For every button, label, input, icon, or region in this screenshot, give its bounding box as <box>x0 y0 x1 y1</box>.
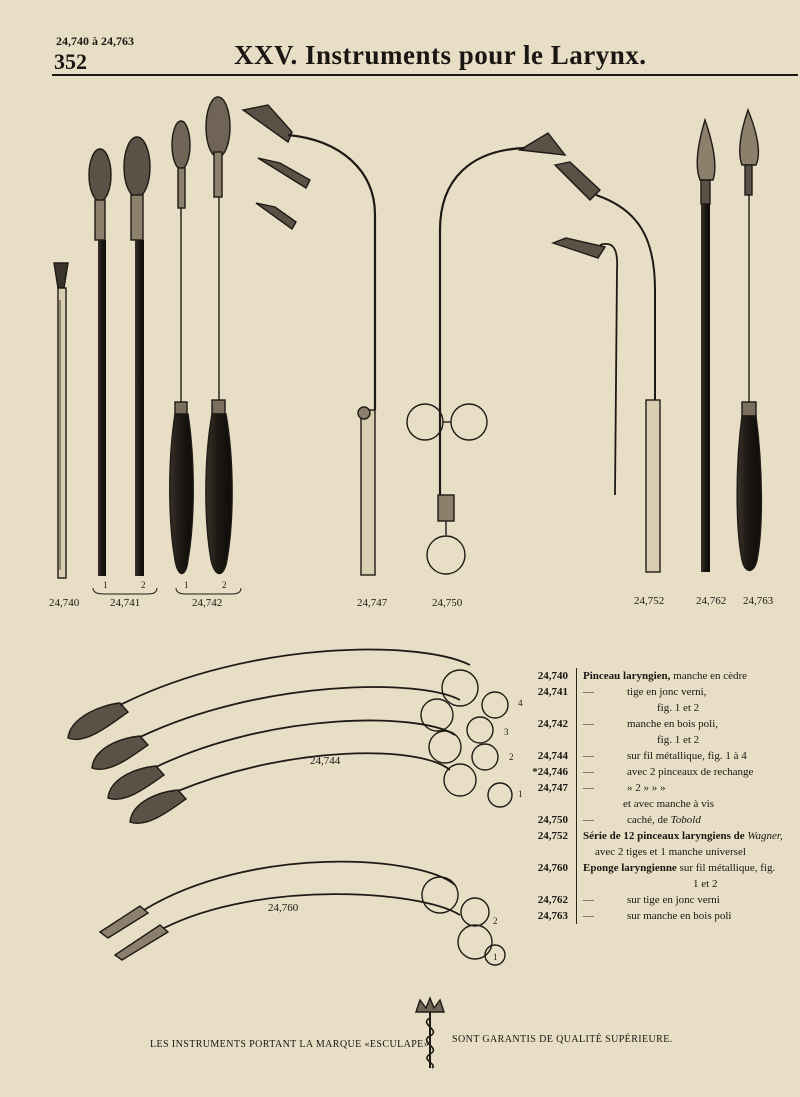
page-number: 352 <box>54 49 87 74</box>
ditto-dash: — <box>583 782 594 794</box>
ditto-dash: — <box>583 686 594 698</box>
item-description: sur fil métallique, fig. <box>679 862 776 874</box>
item-description: avec 2 pinceaux de rechange <box>627 766 754 778</box>
label-24762: 24,762 <box>696 595 727 607</box>
item-description: tige en jonc verni, <box>627 686 707 698</box>
catalog-row <box>520 764 788 780</box>
item-code: 24,750 <box>537 814 568 826</box>
item-name: Pinceau laryngien, <box>583 670 671 682</box>
catalog-row <box>520 828 788 860</box>
author-name: Tobold <box>670 814 701 826</box>
label-24741: 24,741 <box>110 597 141 609</box>
item-description-cont: fig. 1 et 2 <box>657 702 700 714</box>
catalog-row <box>520 684 788 716</box>
item-code: 24,741 <box>537 686 568 698</box>
label-24742: 24,742 <box>192 597 223 609</box>
fig-number: 2 <box>141 580 146 590</box>
label-24750: 24,750 <box>432 597 463 609</box>
author-name: Wagner, <box>747 830 783 842</box>
item-code: 24,760 <box>537 862 568 874</box>
item-description-cont: avec 2 tiges et 1 manche universel <box>595 846 746 858</box>
label-24747: 24,747 <box>357 597 388 609</box>
ditto-dash: — <box>583 750 594 762</box>
item-description-cont: et avec manche à vis <box>623 798 715 810</box>
sponge-24763-illustration <box>737 110 761 571</box>
brush-24747-illustration <box>243 105 375 575</box>
footer-left-text: LES INSTRUMENTS PORTANT LA MARQUE «ESCULAPE» <box>150 1039 430 1050</box>
label-24740: 24,740 <box>49 597 80 609</box>
fig-number: 2 <box>509 752 514 762</box>
fig-number: 2 <box>493 916 498 926</box>
item-name: Eponge laryngienne <box>583 862 677 874</box>
item-name: Série de 12 pinceaux laryngiens de <box>583 830 745 842</box>
item-description: sur fil métallique, fig. 1 à 4 <box>627 750 747 762</box>
catalog-row <box>520 716 788 748</box>
esculape-trademark-icon <box>416 998 444 1068</box>
ditto-dash: — <box>583 894 594 906</box>
item-code: 24,744 <box>537 750 568 762</box>
brush-24752-illustration <box>553 162 660 572</box>
item-code: 24,762 <box>537 894 568 906</box>
item-code: *24,746 <box>532 766 568 778</box>
item-code: 24,763 <box>537 910 568 922</box>
item-description-cont: fig. 1 et 2 <box>657 734 700 746</box>
item-description: sur tige en jonc verni <box>627 894 720 906</box>
fig-number: 2 <box>222 580 227 590</box>
label-24760: 24,760 <box>268 902 299 914</box>
fig-number: 4 <box>518 698 523 708</box>
brush-24741-illustration <box>89 137 150 576</box>
fig-number: 1 <box>518 789 523 799</box>
catalog-row <box>520 860 788 892</box>
catalog-row <box>520 892 788 908</box>
item-code: 24,747 <box>537 782 568 794</box>
sponge-24760-illustration <box>100 862 505 965</box>
label-24763: 24,763 <box>743 595 774 607</box>
sponge-24762-illustration <box>697 120 715 572</box>
label-24744: 24,744 <box>310 755 341 767</box>
fig-number: 1 <box>103 580 108 590</box>
item-code: 24,752 <box>537 830 568 842</box>
catalog-table <box>520 668 788 924</box>
catalog-row <box>520 908 788 924</box>
fig-number: 3 <box>504 727 509 737</box>
item-description: manche en bois poli, <box>627 718 719 730</box>
catalog-row <box>520 748 788 764</box>
brush-24740-illustration <box>54 263 68 578</box>
ditto-dash: — <box>583 910 594 922</box>
item-range: 24,740 à 24,763 <box>56 34 134 48</box>
item-description: » 2 » » » <box>627 782 666 794</box>
catalog-row <box>520 780 788 812</box>
brush-24744-illustration <box>68 650 512 824</box>
item-code: 24,742 <box>537 718 568 730</box>
catalog-row <box>520 812 788 828</box>
page-title: XXV. Instruments pour le Larynx. <box>234 40 647 70</box>
footer-right-text: SONT GARANTIS DE QUALITÉ SUPÉRIEURE. <box>452 1034 673 1045</box>
item-description: caché, de <box>627 814 668 826</box>
item-description: manche en cèdre <box>673 670 748 682</box>
item-code: 24,740 <box>537 670 568 682</box>
item-description-cont: 1 et 2 <box>693 878 718 890</box>
label-24752: 24,752 <box>634 595 665 607</box>
brush-24742-illustration <box>170 97 232 574</box>
catalog-row <box>520 668 788 684</box>
ditto-dash: — <box>583 718 594 730</box>
brush-24750-illustration <box>407 133 565 574</box>
fig-number: 1 <box>493 952 498 962</box>
item-description: sur manche en bois poli <box>627 910 732 922</box>
fig-number: 1 <box>184 580 189 590</box>
ditto-dash: — <box>583 766 594 778</box>
ditto-dash: — <box>583 814 594 826</box>
